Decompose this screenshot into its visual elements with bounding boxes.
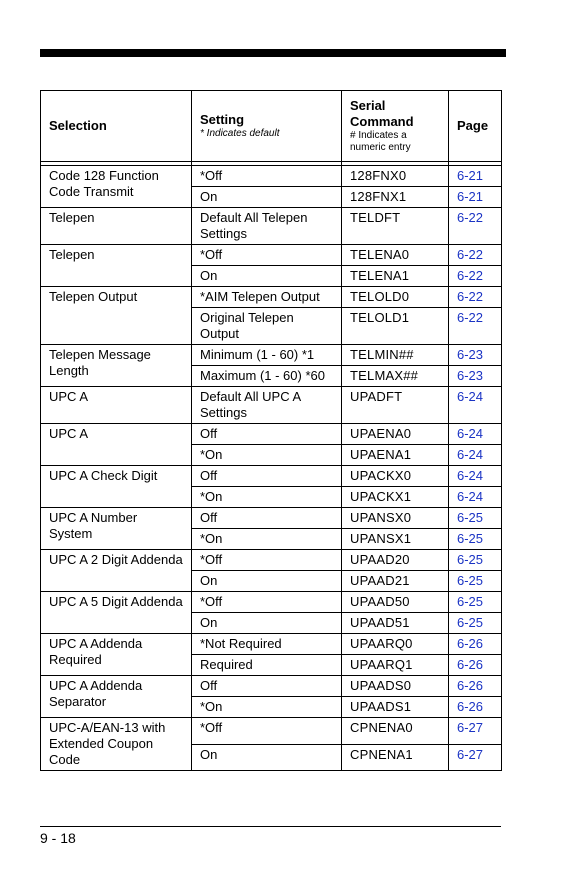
setting-cell: Required xyxy=(192,655,342,676)
serial-command-cell: CPNENA0 xyxy=(342,718,449,745)
serial-command-cell: UPAAD21 xyxy=(342,571,449,592)
page-cell xyxy=(449,697,502,718)
page-link[interactable]: 6-24 xyxy=(457,389,484,404)
page-cell xyxy=(449,345,502,366)
page-link[interactable]: 6-22 xyxy=(457,310,484,325)
page-link[interactable]: 6-22 xyxy=(457,268,484,283)
selection-cell: UPC A Check Digit xyxy=(41,466,192,508)
page-cell xyxy=(449,744,502,771)
page-cell xyxy=(449,266,502,287)
setting-cell: *On xyxy=(192,697,342,718)
selection-cell: UPC A Addenda Required xyxy=(41,634,192,676)
page-link[interactable]: 6-25 xyxy=(457,552,484,567)
page-cell xyxy=(449,187,502,208)
serial-command-cell: TELMIN## xyxy=(342,345,449,366)
table-row xyxy=(41,424,502,445)
page-cell xyxy=(449,366,502,387)
page-cell xyxy=(449,166,502,187)
setting-cell: On xyxy=(192,187,342,208)
serial-command-cell: UPAADS1 xyxy=(342,697,449,718)
page-link[interactable]: 6-25 xyxy=(457,531,484,546)
setting-cell: Minimum (1 - 60) *1 xyxy=(192,345,342,366)
setting-cell: *Off xyxy=(192,166,342,187)
selection-cell: UPC A Addenda Separator xyxy=(41,676,192,718)
page-cell xyxy=(449,445,502,466)
selection-cell: Telepen Message Length xyxy=(41,345,192,387)
table-row xyxy=(41,676,502,697)
setting-cell: Off xyxy=(192,466,342,487)
page-link[interactable]: 6-24 xyxy=(457,489,484,504)
serial-command-cell: UPAAD51 xyxy=(342,613,449,634)
table-row xyxy=(41,166,502,187)
setting-cell: Off xyxy=(192,508,342,529)
page-link[interactable]: 6-25 xyxy=(457,573,484,588)
page-cell xyxy=(449,508,502,529)
serial-command-cell: UPANSX0 xyxy=(342,508,449,529)
page-cell xyxy=(449,718,502,745)
serial-command-cell: 128FNX0 xyxy=(342,166,449,187)
page-link[interactable]: 6-26 xyxy=(457,657,484,672)
table-row xyxy=(41,592,502,613)
table-row xyxy=(41,466,502,487)
serial-command-cell: UPAENA1 xyxy=(342,445,449,466)
header-page: Page xyxy=(449,91,502,162)
page-cell xyxy=(449,487,502,508)
serial-command-cell: TELDFT xyxy=(342,208,449,245)
page-link[interactable]: 6-23 xyxy=(457,368,484,383)
bottom-rule xyxy=(40,826,501,827)
page-link[interactable]: 6-23 xyxy=(457,347,484,362)
page-link[interactable]: 6-27 xyxy=(457,746,484,762)
page-cell xyxy=(449,387,502,424)
setting-cell: *Off xyxy=(192,718,342,745)
page-cell xyxy=(449,287,502,308)
page-cell xyxy=(449,571,502,592)
selection-cell: UPC A 5 Digit Addenda xyxy=(41,592,192,634)
page-cell xyxy=(449,424,502,445)
header-serial-command: Serial Command # Indicates a numeric entry xyxy=(342,91,449,162)
serial-command-cell: TELENA1 xyxy=(342,266,449,287)
table-row xyxy=(41,208,502,245)
setting-cell: Maximum (1 - 60) *60 xyxy=(192,366,342,387)
page-cell xyxy=(449,613,502,634)
page-number: 9 - 18 xyxy=(40,830,76,846)
setting-cell: On xyxy=(192,613,342,634)
page-link[interactable]: 6-22 xyxy=(457,247,484,262)
table-row xyxy=(41,550,502,571)
top-rule xyxy=(40,49,506,57)
page-link[interactable]: 6-25 xyxy=(457,594,484,609)
page-cell xyxy=(449,655,502,676)
page-cell xyxy=(449,676,502,697)
page-link[interactable]: 6-26 xyxy=(457,636,484,651)
page-link[interactable]: 6-25 xyxy=(457,510,484,525)
setting-cell: *AIM Telepen Output xyxy=(192,287,342,308)
setting-cell: On xyxy=(192,744,342,771)
serial-command-cell: UPAAD50 xyxy=(342,592,449,613)
setting-cell: Off xyxy=(192,424,342,445)
serial-command-cell: UPANSX1 xyxy=(342,529,449,550)
table-row xyxy=(41,387,502,424)
page-cell xyxy=(449,529,502,550)
setting-cell: *Off xyxy=(192,245,342,266)
serial-command-cell: UPADFT xyxy=(342,387,449,424)
page-cell xyxy=(449,208,502,245)
selection-cell: Code 128 Function Code Transmit xyxy=(41,166,192,208)
serial-command-cell: TELENA0 xyxy=(342,245,449,266)
selection-cell: UPC-A/EAN-13 with Extended Coupon Code xyxy=(41,718,192,771)
setting-cell: *On xyxy=(192,529,342,550)
page-link[interactable]: 6-22 xyxy=(457,210,484,225)
selection-cell: UPC A xyxy=(41,424,192,466)
page-link[interactable]: 6-22 xyxy=(457,289,484,304)
header-setting-note: * Indicates default xyxy=(200,128,280,139)
serial-command-cell: UPAADS0 xyxy=(342,676,449,697)
page-cell xyxy=(449,245,502,266)
page-link[interactable]: 6-21 xyxy=(457,189,484,204)
page-link[interactable]: 6-26 xyxy=(457,699,484,714)
selection-cell: UPC A xyxy=(41,387,192,424)
table-row xyxy=(41,718,502,745)
setting-cell: *On xyxy=(192,487,342,508)
page-link[interactable]: 6-26 xyxy=(457,678,484,693)
setting-cell: Original Telepen Output xyxy=(192,308,342,345)
selection-cell: UPC A Number System xyxy=(41,508,192,550)
setting-cell: *On xyxy=(192,445,342,466)
page-cell xyxy=(449,308,502,345)
setting-cell: *Not Required xyxy=(192,634,342,655)
selection-cell: Telepen xyxy=(41,208,192,245)
header-selection: Selection xyxy=(41,91,192,162)
table-row xyxy=(41,245,502,266)
page-link[interactable]: 6-21 xyxy=(457,168,484,183)
serial-command-cell: CPNENA1 xyxy=(342,744,449,771)
serial-command-cell: TELOLD0 xyxy=(342,287,449,308)
setting-cell: *Off xyxy=(192,592,342,613)
table-header-row xyxy=(41,91,502,162)
selection-cell: UPC A 2 Digit Addenda xyxy=(41,550,192,592)
page-link[interactable]: 6-27 xyxy=(457,720,484,735)
table-row xyxy=(41,634,502,655)
setting-cell: *Off xyxy=(192,550,342,571)
page-link[interactable]: 6-24 xyxy=(457,447,484,462)
setting-cell: On xyxy=(192,266,342,287)
serial-command-cell: UPACKX1 xyxy=(342,487,449,508)
table-row xyxy=(41,345,502,366)
serial-command-cell: UPACKX0 xyxy=(342,466,449,487)
setting-cell: Default All Telepen Settings xyxy=(192,208,342,245)
page-cell xyxy=(449,466,502,487)
serial-command-cell: UPAENA0 xyxy=(342,424,449,445)
page-link[interactable]: 6-25 xyxy=(457,615,484,630)
page-link[interactable]: 6-24 xyxy=(457,468,484,483)
command-table xyxy=(40,90,502,771)
selection-cell: Telepen xyxy=(41,245,192,287)
page-link[interactable]: 6-24 xyxy=(457,426,484,441)
page-cell xyxy=(449,592,502,613)
selection-cell: Telepen Output xyxy=(41,287,192,345)
setting-cell: Off xyxy=(192,676,342,697)
serial-command-cell: UPAARQ0 xyxy=(342,634,449,655)
serial-command-cell: TELMAX## xyxy=(342,366,449,387)
page-cell xyxy=(449,550,502,571)
table-row xyxy=(41,508,502,529)
table-body xyxy=(41,166,502,771)
serial-command-cell: UPAARQ1 xyxy=(342,655,449,676)
serial-command-cell: 128FNX1 xyxy=(342,187,449,208)
table-row xyxy=(41,287,502,308)
setting-cell: Default All UPC A Settings xyxy=(192,387,342,424)
serial-command-cell: UPAAD20 xyxy=(342,550,449,571)
serial-command-cell: TELOLD1 xyxy=(342,308,449,345)
header-setting: Setting * Indicates default xyxy=(192,91,342,162)
setting-cell: On xyxy=(192,571,342,592)
page-cell xyxy=(449,634,502,655)
